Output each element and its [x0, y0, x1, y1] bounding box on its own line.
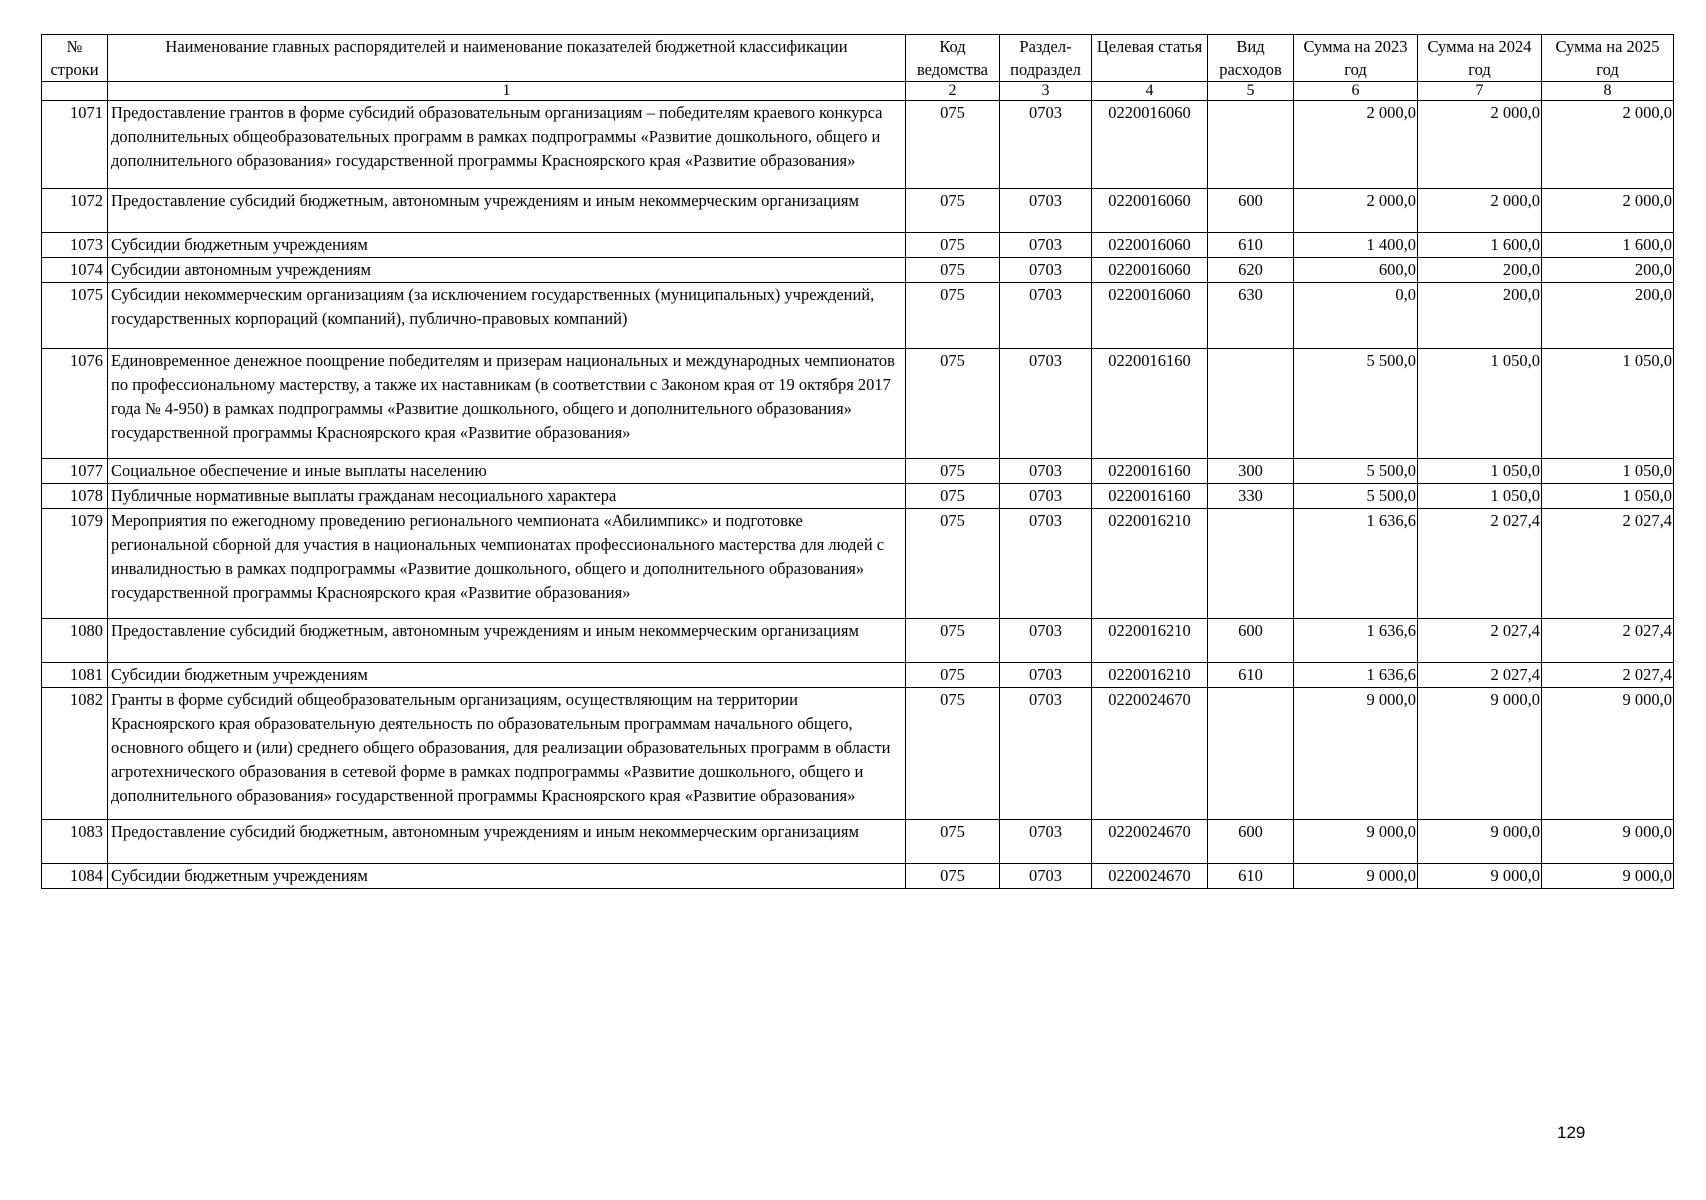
expense-type-cell: 610 — [1208, 663, 1294, 688]
row-number-cell: 1073 — [42, 233, 108, 258]
header-section: Раздел-подраздел — [1000, 35, 1092, 82]
expense-type-cell: 610 — [1208, 233, 1294, 258]
sum-2024-cell: 2 000,0 — [1418, 101, 1542, 189]
sum-2024-cell: 1 050,0 — [1418, 349, 1542, 459]
sum-2024-cell: 200,0 — [1418, 283, 1542, 349]
dept-code-cell: 075 — [906, 484, 1000, 509]
header-expense-type: Вид расходов — [1208, 35, 1294, 82]
row-name-cell: Субсидии бюджетным учреждениям — [108, 663, 906, 688]
row-number-cell: 1082 — [42, 688, 108, 820]
header-name: Наименование главных распорядителей и наименование показателей бюджетной классификации — [108, 35, 906, 82]
sum-2024-cell: 2 027,4 — [1418, 663, 1542, 688]
row-name-cell: Субсидии некоммерческим организациям (за исключением государственных (муниципальных) учреждений, государственных корпораций (компаний), публично-правовых компаний) — [108, 283, 906, 349]
target-cell: 0220016210 — [1092, 619, 1208, 663]
dept-code-cell: 075 — [906, 864, 1000, 889]
row-name-cell: Публичные нормативные выплаты гражданам несоциального характера — [108, 484, 906, 509]
row-number-cell: 1076 — [42, 349, 108, 459]
target-cell: 0220016060 — [1092, 283, 1208, 349]
expense-type-cell: 630 — [1208, 283, 1294, 349]
dept-code-cell: 075 — [906, 509, 1000, 619]
row-name-cell: Предоставление субсидий бюджетным, автономным учреждениям и иным некоммерческим организациям — [108, 619, 906, 663]
sum-2024-cell: 9 000,0 — [1418, 864, 1542, 889]
section-cell: 0703 — [1000, 509, 1092, 619]
sum-2023-cell: 5 500,0 — [1294, 349, 1418, 459]
target-cell: 0220024670 — [1092, 864, 1208, 889]
section-cell: 0703 — [1000, 820, 1092, 864]
column-number: 6 — [1294, 82, 1418, 101]
sum-2024-cell: 2 027,4 — [1418, 509, 1542, 619]
sum-2023-cell: 5 500,0 — [1294, 484, 1418, 509]
sum-2024-cell: 2 000,0 — [1418, 189, 1542, 233]
row-name-cell: Гранты в форме субсидий общеобразовательным организациям, осуществляющим на территории Красноярского края образовательную деятельность по образовательным программам начального общего, основного общего и (или) среднего общего образования, для реализации образовательных программ в области агротехнического образования в сетевой форме в рамках подпрограммы «Развитие дошкольного, общего и дополнительного образования» государственной программы Красноярского края «Развитие образования» — [108, 688, 906, 820]
section-cell: 0703 — [1000, 101, 1092, 189]
target-cell: 0220024670 — [1092, 688, 1208, 820]
sum-2023-cell: 1 636,6 — [1294, 619, 1418, 663]
section-cell: 0703 — [1000, 349, 1092, 459]
sum-2023-cell: 2 000,0 — [1294, 189, 1418, 233]
sum-2024-cell: 2 027,4 — [1418, 619, 1542, 663]
sum-2023-cell: 1 636,6 — [1294, 509, 1418, 619]
row-number-cell: 1083 — [42, 820, 108, 864]
sum-2023-cell: 0,0 — [1294, 283, 1418, 349]
expense-type-cell — [1208, 349, 1294, 459]
section-cell: 0703 — [1000, 233, 1092, 258]
target-cell: 0220016060 — [1092, 233, 1208, 258]
table-row — [42, 820, 1674, 864]
sum-2025-cell: 1 050,0 — [1542, 459, 1674, 484]
sum-2025-cell: 9 000,0 — [1542, 688, 1674, 820]
dept-code-cell: 075 — [906, 189, 1000, 233]
dept-code-cell: 075 — [906, 349, 1000, 459]
row-number-cell: 1072 — [42, 189, 108, 233]
sum-2025-cell: 2 027,4 — [1542, 619, 1674, 663]
section-cell: 0703 — [1000, 189, 1092, 233]
sum-2024-cell: 1 600,0 — [1418, 233, 1542, 258]
dept-code-cell: 075 — [906, 619, 1000, 663]
section-cell: 0703 — [1000, 864, 1092, 889]
expense-type-cell: 610 — [1208, 864, 1294, 889]
section-cell: 0703 — [1000, 459, 1092, 484]
table-row — [42, 349, 1674, 459]
dept-code-cell: 075 — [906, 101, 1000, 189]
sum-2025-cell: 2 027,4 — [1542, 663, 1674, 688]
sum-2024-cell: 1 050,0 — [1418, 484, 1542, 509]
sum-2023-cell: 9 000,0 — [1294, 688, 1418, 820]
row-number-cell: 1071 — [42, 101, 108, 189]
target-cell: 0220016210 — [1092, 509, 1208, 619]
sum-2024-cell: 200,0 — [1418, 258, 1542, 283]
row-name-cell: Субсидии автономным учреждениям — [108, 258, 906, 283]
target-cell: 0220016160 — [1092, 349, 1208, 459]
header-dept-code: Код ведомства — [906, 35, 1000, 82]
row-number-cell: 1078 — [42, 484, 108, 509]
section-cell: 0703 — [1000, 688, 1092, 820]
page-number: 129 — [1557, 1123, 1586, 1142]
table-row — [42, 101, 1674, 189]
table-row — [42, 233, 1674, 258]
sum-2025-cell: 200,0 — [1542, 283, 1674, 349]
target-cell: 0220016210 — [1092, 663, 1208, 688]
table-row — [42, 283, 1674, 349]
table-row — [42, 663, 1674, 688]
header-row — [42, 35, 1674, 82]
column-number: 7 — [1418, 82, 1542, 101]
row-name-cell: Социальное обеспечение и иные выплаты населению — [108, 459, 906, 484]
target-cell: 0220016160 — [1092, 484, 1208, 509]
expense-type-cell: 300 — [1208, 459, 1294, 484]
sum-2023-cell: 1 636,6 — [1294, 663, 1418, 688]
row-number-cell: 1077 — [42, 459, 108, 484]
sum-2025-cell: 2 000,0 — [1542, 101, 1674, 189]
header-sum-2025: Сумма на 2025 год — [1542, 35, 1674, 82]
target-cell: 0220024670 — [1092, 820, 1208, 864]
row-number-cell: 1074 — [42, 258, 108, 283]
row-name-cell: Предоставление субсидий бюджетным, автономным учреждениям и иным некоммерческим организациям — [108, 189, 906, 233]
sum-2024-cell: 9 000,0 — [1418, 688, 1542, 820]
dept-code-cell: 075 — [906, 820, 1000, 864]
row-number-cell: 1084 — [42, 864, 108, 889]
row-number-cell: 1081 — [42, 663, 108, 688]
sum-2024-cell: 9 000,0 — [1418, 820, 1542, 864]
table-row — [42, 484, 1674, 509]
sum-2025-cell: 1 050,0 — [1542, 484, 1674, 509]
target-cell: 0220016160 — [1092, 459, 1208, 484]
table-row — [42, 864, 1674, 889]
section-cell: 0703 — [1000, 663, 1092, 688]
dept-code-cell: 075 — [906, 258, 1000, 283]
dept-code-cell: 075 — [906, 459, 1000, 484]
column-number-blank — [42, 82, 108, 101]
dept-code-cell: 075 — [906, 663, 1000, 688]
expense-type-cell: 600 — [1208, 820, 1294, 864]
sum-2025-cell: 1 600,0 — [1542, 233, 1674, 258]
column-number: 2 — [906, 82, 1000, 101]
row-name-cell: Субсидии бюджетным учреждениям — [108, 864, 906, 889]
sum-2023-cell: 5 500,0 — [1294, 459, 1418, 484]
sum-2023-cell: 9 000,0 — [1294, 864, 1418, 889]
header-row-no: № строки — [42, 35, 108, 82]
row-name-cell: Предоставление субсидий бюджетным, автономным учреждениям и иным некоммерческим организациям — [108, 820, 906, 864]
table-row — [42, 258, 1674, 283]
row-number-cell: 1075 — [42, 283, 108, 349]
column-number: 3 — [1000, 82, 1092, 101]
expense-type-cell: 330 — [1208, 484, 1294, 509]
table-row — [42, 189, 1674, 233]
table-row — [42, 619, 1674, 663]
expense-type-cell — [1208, 101, 1294, 189]
section-cell: 0703 — [1000, 258, 1092, 283]
dept-code-cell: 075 — [906, 283, 1000, 349]
row-name-cell: Мероприятия по ежегодному проведению регионального чемпионата «Абилимпикс» и подготовке региональной сборной для участия в национальных чемпионатах профессионального мастерства для людей с инвалидностью в рамках подпрограммы «Развитие дошкольного, общего и дополнительного образования» государственной программы Красноярского края «Развитие образования» — [108, 509, 906, 619]
header-sum-2023: Сумма на 2023 год — [1294, 35, 1418, 82]
sum-2023-cell: 2 000,0 — [1294, 101, 1418, 189]
section-cell: 0703 — [1000, 283, 1092, 349]
expense-type-cell: 600 — [1208, 619, 1294, 663]
table-row — [42, 459, 1674, 484]
table-row — [42, 688, 1674, 820]
header-sum-2024: Сумма на 2024 год — [1418, 35, 1542, 82]
target-cell: 0220016060 — [1092, 101, 1208, 189]
expense-type-cell: 600 — [1208, 189, 1294, 233]
sum-2023-cell: 9 000,0 — [1294, 820, 1418, 864]
sum-2023-cell: 600,0 — [1294, 258, 1418, 283]
sum-2025-cell: 2 000,0 — [1542, 189, 1674, 233]
row-number-cell: 1079 — [42, 509, 108, 619]
table-row — [42, 509, 1674, 619]
row-name-cell: Предоставление грантов в форме субсидий образовательным организациям – победителям краевого конкурса дополнительных общеобразовательных программ в рамках подпрограммы «Развитие дошкольного, общего и дополнительного образования» государственной программы Красноярского края «Развитие образования» — [108, 101, 906, 189]
column-number: 5 — [1208, 82, 1294, 101]
header-target: Целевая статья — [1092, 35, 1208, 82]
section-cell: 0703 — [1000, 484, 1092, 509]
expense-type-cell — [1208, 688, 1294, 820]
table-body — [42, 101, 1674, 889]
column-number: 1 — [108, 82, 906, 101]
sum-2024-cell: 1 050,0 — [1418, 459, 1542, 484]
target-cell: 0220016060 — [1092, 189, 1208, 233]
budget-table — [41, 34, 1674, 889]
row-number-cell: 1080 — [42, 619, 108, 663]
section-cell: 0703 — [1000, 619, 1092, 663]
expense-type-cell — [1208, 509, 1294, 619]
sum-2025-cell: 9 000,0 — [1542, 820, 1674, 864]
sum-2025-cell: 200,0 — [1542, 258, 1674, 283]
dept-code-cell: 075 — [906, 688, 1000, 820]
column-number: 8 — [1542, 82, 1674, 101]
sum-2025-cell: 1 050,0 — [1542, 349, 1674, 459]
row-name-cell: Единовременное денежное поощрение победителям и призерам национальных и международных чемпионатов по профессиональному мастерству, а также их наставникам (в соответствии с Законом края от 19 октября 2017 года № 4-950) в рамках подпрограммы «Развитие дошкольного, общего и дополнительного образования» государственной программы Красноярского края «Развитие образования» — [108, 349, 906, 459]
dept-code-cell: 075 — [906, 233, 1000, 258]
sum-2023-cell: 1 400,0 — [1294, 233, 1418, 258]
row-name-cell: Субсидии бюджетным учреждениям — [108, 233, 906, 258]
expense-type-cell: 620 — [1208, 258, 1294, 283]
target-cell: 0220016060 — [1092, 258, 1208, 283]
column-number: 4 — [1092, 82, 1208, 101]
sum-2025-cell: 2 027,4 — [1542, 509, 1674, 619]
sum-2025-cell: 9 000,0 — [1542, 864, 1674, 889]
column-number-row — [42, 82, 1674, 101]
